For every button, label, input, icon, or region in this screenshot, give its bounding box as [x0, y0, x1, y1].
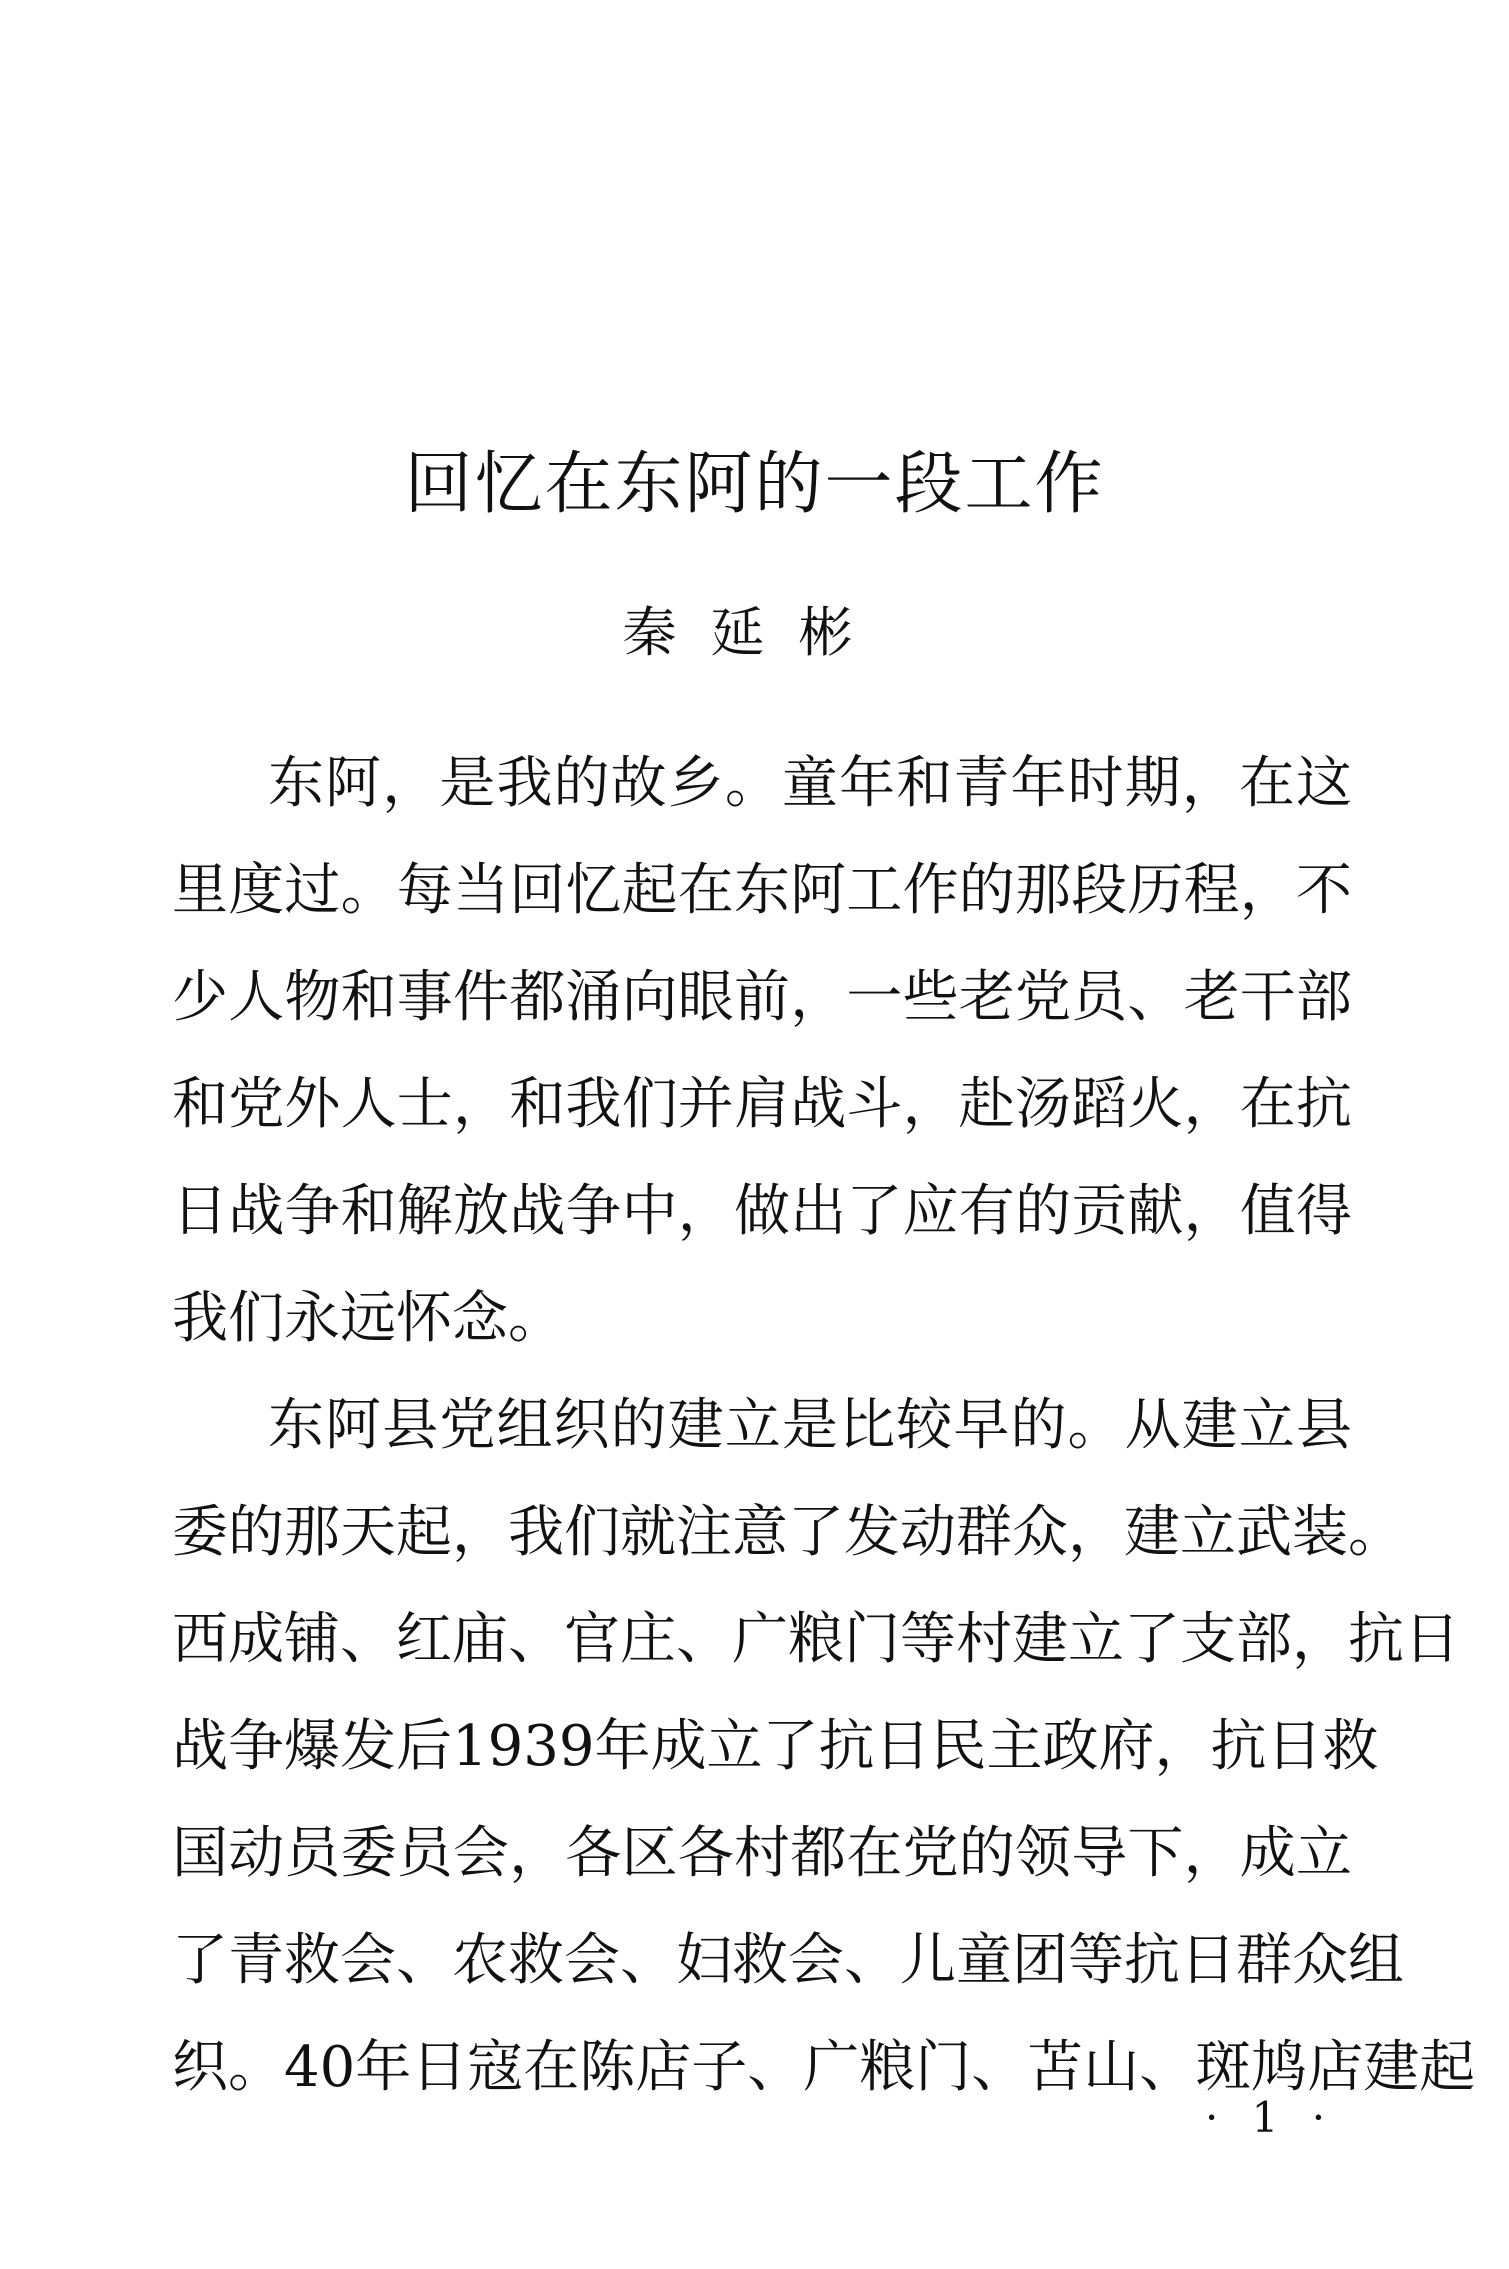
paragraph-1-line-4: 和党外人士，和我们并肩战斗，赴汤蹈火，在抗 — [172, 1072, 1352, 1137]
paragraph-2-line-4: 战争爆发后1939年成立了抗日民主政府，抗日救 — [172, 1714, 1379, 1779]
paragraph-1-line-5: 日战争和解放战争中，做出了应有的贡献，值得 — [172, 1179, 1352, 1244]
paragraph-2-line-3: 西成铺、红庙、官庄、广粮门等村建立了支部，抗日 — [172, 1607, 1460, 1672]
page-number: · 1 · — [1204, 2093, 1336, 2142]
paragraph-1-line-1: 东阿，是我的故乡。童年和青年时期，在这 — [268, 751, 1352, 816]
paragraph-2-line-1: 东阿县党组织的建立是比较早的。从建立县 — [268, 1393, 1352, 1458]
paragraph-2-line-7: 织。40年日寇在陈店子、广粮门、苫山、斑鸠店建起 — [172, 2035, 1476, 2100]
paragraph-1-line-6: 我们永远怀念。 — [172, 1286, 564, 1351]
paragraph-2-line-2: 委的那天起，我们就注意了发动群众，建立武装。 — [172, 1500, 1404, 1565]
article-title: 回忆在东阿的一段工作 — [404, 445, 1105, 524]
paragraph-1-line-2: 里度过。每当回忆起在东阿工作的那段历程，不 — [172, 858, 1352, 923]
article-body — [172, 730, 1476, 2121]
author-name: 秦延彬 — [622, 601, 887, 664]
paragraph-1-line-3: 少人物和事件都涌向眼前，一些老党员、老干部 — [172, 965, 1352, 1030]
paragraph-2-line-5: 国动员委员会，各区各村都在党的领导下，成立 — [172, 1821, 1352, 1886]
paragraph-2-line-6: 了青救会、农救会、妇救会、儿童团等抗日群众组 — [172, 1928, 1404, 1993]
